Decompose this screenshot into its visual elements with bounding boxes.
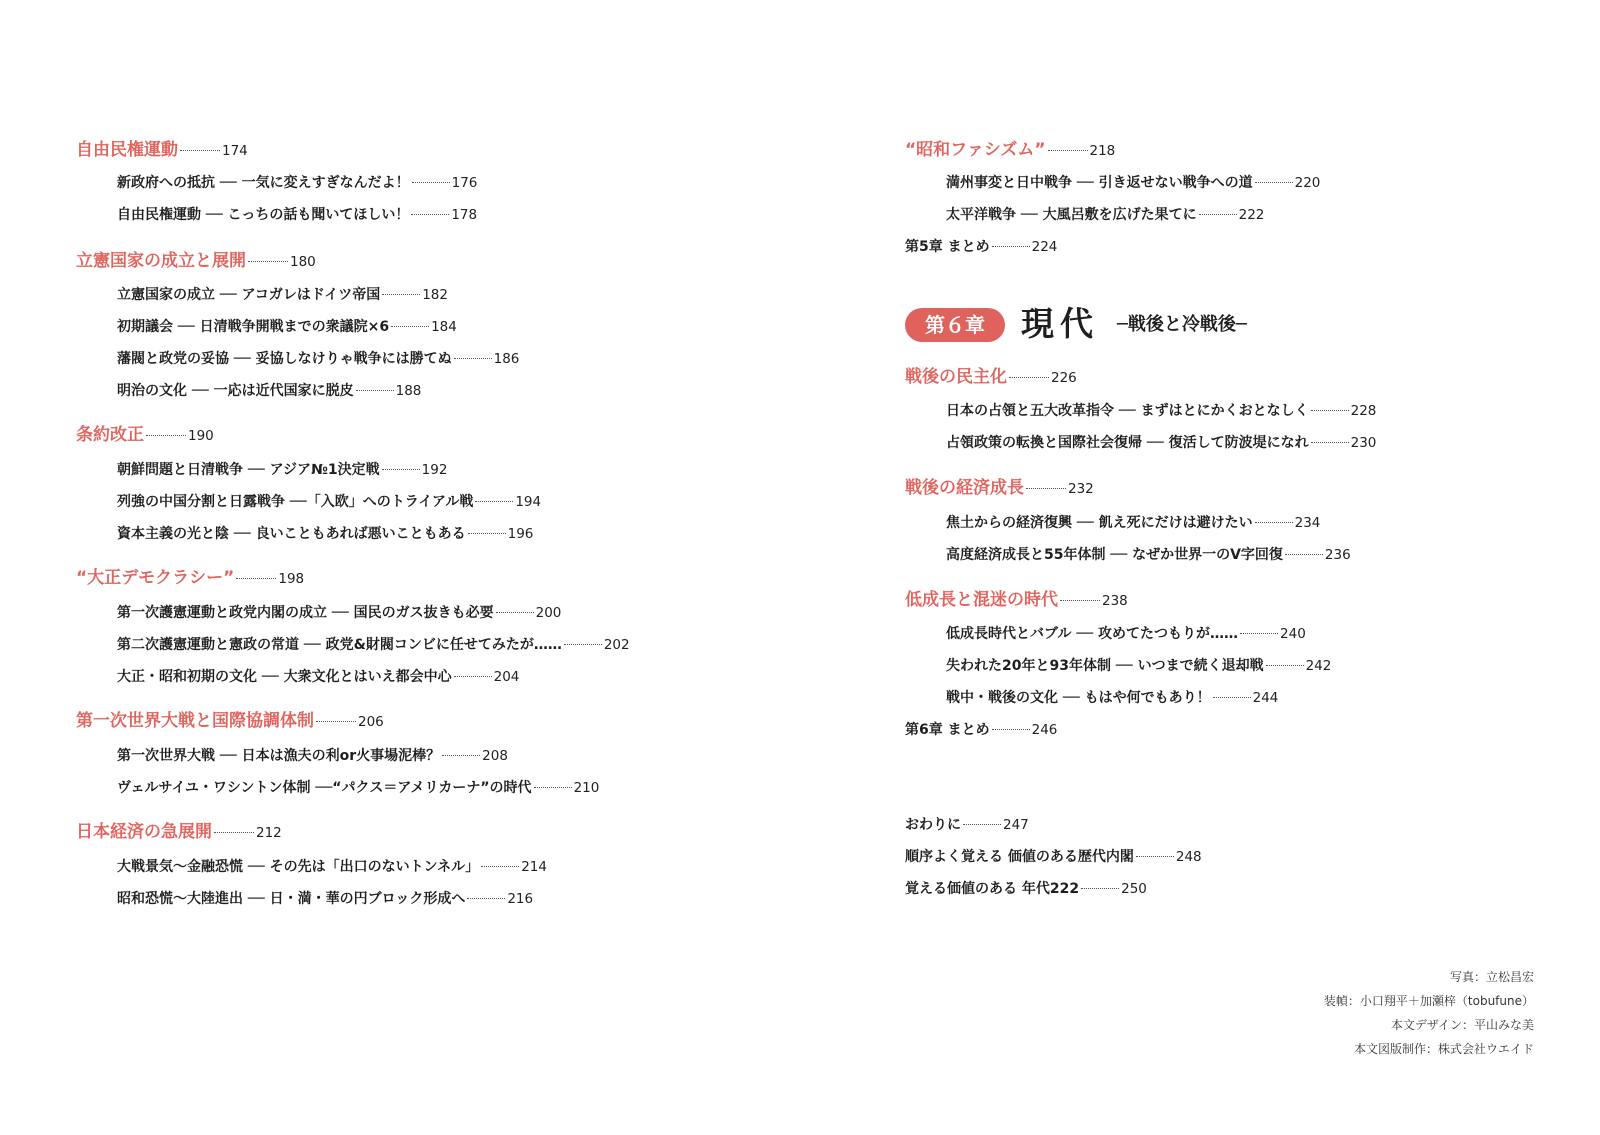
- page-number: 222: [1238, 207, 1265, 223]
- leader-dots: [534, 787, 572, 788]
- entry-title: 覚える価値のある 年代222: [905, 881, 1080, 897]
- toc-entry[interactable]: [117, 286, 448, 304]
- page-number: 224: [1031, 239, 1058, 255]
- entry-title: 昭和恐慌～大陸進出 ── 日・満・華の円ブロック形成へ: [117, 891, 466, 907]
- leader-dots: [180, 150, 220, 151]
- page-number: 200: [535, 605, 562, 621]
- toc-entry[interactable]: [117, 318, 457, 336]
- entry-title: 明治の文化 ── 一応は近代国家に脱皮: [117, 383, 354, 399]
- leader-dots: [356, 390, 394, 391]
- toc-entry[interactable]: [946, 206, 1264, 224]
- leader-dots: [316, 721, 356, 722]
- section-title: 自由民権運動: [76, 140, 178, 160]
- entry-title: 低成長時代とバブル ── 攻めてたつもりが……: [946, 626, 1239, 642]
- page-number: 194: [515, 494, 542, 510]
- page-number: 220: [1294, 175, 1321, 191]
- entry-title: 初期議会 ── 日清戦争開戦までの衆議院×6: [117, 319, 390, 335]
- page-number: 176: [451, 175, 478, 191]
- toc-entry[interactable]: [117, 493, 541, 511]
- toc-entry[interactable]: [117, 461, 447, 479]
- toc-entry[interactable]: [117, 525, 533, 543]
- toc-entry[interactable]: [946, 174, 1320, 192]
- entry-title: 焦土からの経済復興 ── 飢え死にだけは避けたい: [946, 515, 1253, 531]
- chapter-subtitle: ─戦後と冷戦後─: [1117, 314, 1247, 335]
- leader-dots: [454, 358, 492, 359]
- entry-title: 占領政策の転換と国際社会復帰 ── 復活して防波堤になれ: [946, 435, 1309, 451]
- leader-dots: [214, 832, 254, 833]
- section-title: 立憲国家の成立と展開: [76, 251, 246, 271]
- leader-dots: [1266, 665, 1304, 666]
- leader-dots: [1199, 214, 1237, 215]
- entry-title: 列強の中国分割と日露戦争 ──「入欧」へのトライアル戦: [117, 494, 474, 510]
- toc-entry[interactable]: [117, 206, 477, 224]
- toc-entry[interactable]: [946, 402, 1376, 420]
- section-title: 第一次世界大戦と国際協調体制: [76, 711, 314, 731]
- entry-title: おわりに: [905, 817, 961, 833]
- leader-dots: [1026, 488, 1066, 489]
- entry-title: 第5章 まとめ: [905, 239, 990, 255]
- leader-dots: [1136, 856, 1174, 857]
- leader-dots: [1311, 442, 1349, 443]
- leader-dots: [1081, 888, 1119, 889]
- toc-entry[interactable]: [117, 382, 421, 400]
- toc-section[interactable]: [76, 425, 214, 446]
- chapter6-summary[interactable]: [905, 721, 1057, 739]
- credit-line: 装幀：小口翔平＋加瀬梓（tobufune）: [1323, 994, 1534, 1008]
- toc-section[interactable]: [76, 711, 384, 732]
- page-number: 232: [1068, 481, 1094, 497]
- section-title: “大正デモクラシー”: [76, 568, 235, 588]
- page-number: 250: [1121, 881, 1147, 897]
- credit-line: 本文図版制作：株式会社ウエイド: [1353, 1042, 1534, 1056]
- page-number: 186: [493, 351, 520, 367]
- toc-section[interactable]: [76, 251, 316, 272]
- page-number: 174: [222, 143, 248, 159]
- toc-entry[interactable]: [117, 747, 508, 765]
- entry-title: 大戦景気～金融恐慌 ── その先は「出口のないトンネル」: [117, 859, 480, 875]
- leader-dots: [248, 261, 288, 262]
- leader-dots: [992, 729, 1030, 730]
- page-number: 236: [1324, 547, 1351, 563]
- entry-title: 順序よく覚える 価値のある歴代内閣: [905, 849, 1134, 865]
- page-number: 216: [507, 891, 534, 907]
- page-number: 234: [1294, 515, 1321, 531]
- page-number: 188: [395, 383, 422, 399]
- page-number: 182: [422, 287, 448, 303]
- credits-block: [1324, 965, 1534, 1061]
- entry-title: 戦中・戦後の文化 ── もはや何でもあり！: [946, 690, 1211, 706]
- toc-entry[interactable]: [946, 434, 1376, 452]
- entry-title: 大正・昭和初期の文化 ── 大衆文化とはいえ都会中心: [117, 669, 452, 685]
- entry-title: 第一次護憲運動と政党内閣の成立 ── 国民のガス抜きも必要: [117, 605, 494, 621]
- toc-entry[interactable]: [117, 174, 477, 192]
- page-number: 210: [573, 780, 600, 796]
- entry-title: 第6章 まとめ: [905, 722, 990, 738]
- section-title: 日本経済の急展開: [76, 822, 212, 842]
- entry-title: 第一次世界大戦 ── 日本は漁夫の利or火事場泥棒？: [117, 748, 441, 764]
- leader-dots: [442, 755, 480, 756]
- leader-dots: [391, 326, 429, 327]
- leader-dots: [146, 435, 186, 436]
- leader-dots: [1060, 600, 1100, 601]
- section-title: 戦後の民主化: [905, 367, 1007, 387]
- section-title: 戦後の経済成長: [905, 478, 1024, 498]
- entry-title: 第二次護憲運動と憲政の常道 ── 政党&財閥コンビに任せてみたが……: [117, 637, 562, 653]
- toc-back-entry[interactable]: [905, 816, 1029, 834]
- toc-section[interactable]: [76, 140, 248, 161]
- leader-dots: [467, 898, 505, 899]
- chapter-title: 現代: [1021, 304, 1099, 343]
- chapter-badge: [905, 308, 1005, 342]
- toc-entry[interactable]: [117, 890, 533, 908]
- toc-entry[interactable]: [946, 546, 1351, 564]
- credit-line: 本文デザイン：平山みな美: [1390, 1018, 1534, 1032]
- toc-section[interactable]: [905, 478, 1094, 499]
- section-title: 条約改正: [76, 425, 144, 445]
- toc-back-entry[interactable]: [905, 848, 1202, 866]
- leader-dots: [1009, 377, 1049, 378]
- page-number: 240: [1280, 626, 1306, 642]
- page-number: 202: [603, 637, 630, 653]
- leader-dots: [1255, 182, 1293, 183]
- page-number: 196: [507, 526, 534, 542]
- leader-dots: [475, 501, 513, 502]
- entry-title: 満州事変と日中戦争 ── 引き返せない戦争への道: [946, 175, 1253, 191]
- toc-entry[interactable]: [946, 625, 1306, 643]
- page-number: 206: [358, 714, 384, 730]
- chapter-number: 第６章: [925, 313, 985, 337]
- entry-title: 太平洋戦争 ── 大風呂敷を広げた果てに: [946, 207, 1197, 223]
- toc-section[interactable]: [905, 590, 1128, 611]
- toc-back-entry[interactable]: [905, 880, 1147, 898]
- toc-entry[interactable]: [117, 350, 519, 368]
- page-number: 242: [1305, 658, 1332, 674]
- toc-section[interactable]: [76, 822, 282, 843]
- page-number: 178: [451, 207, 478, 223]
- leader-dots: [382, 469, 420, 470]
- leader-dots: [411, 214, 449, 215]
- entry-title: 高度経済成長と55年体制 ── なぜか世界一のV字回復: [946, 547, 1283, 563]
- section-title: 低成長と混迷の時代: [905, 590, 1058, 610]
- page-number: 180: [290, 254, 316, 270]
- page-number: 246: [1031, 722, 1058, 738]
- leader-dots: [1213, 697, 1251, 698]
- toc-entry[interactable]: [946, 689, 1278, 707]
- entry-title: 朝鮮問題と日清戦争 ── アジア№1決定戦: [117, 462, 380, 478]
- toc-entry[interactable]: [117, 604, 561, 622]
- entry-title: 藩閥と政党の妥協 ── 妥協しなけりゃ戦争には勝てぬ: [117, 351, 452, 367]
- leader-dots: [382, 294, 420, 295]
- section-title: “昭和ファシズム”: [905, 140, 1046, 160]
- entry-title: 自由民権運動 ── こっちの話も聞いてほしい！: [117, 207, 410, 223]
- toc-entry[interactable]: [117, 636, 630, 654]
- page-number: 244: [1252, 690, 1279, 706]
- toc-entry[interactable]: [946, 514, 1320, 532]
- page-number: 247: [1003, 817, 1029, 833]
- leader-dots: [481, 866, 519, 867]
- page-number: 238: [1102, 593, 1128, 609]
- toc-entry[interactable]: [946, 657, 1331, 675]
- leader-dots: [412, 182, 450, 183]
- toc-entry[interactable]: [117, 668, 519, 686]
- page-number: 248: [1175, 849, 1202, 865]
- toc-entry[interactable]: [117, 779, 599, 797]
- leader-dots: [1311, 410, 1349, 411]
- toc-section[interactable]: [76, 568, 304, 589]
- page-number: 212: [256, 825, 282, 841]
- page-number: 204: [493, 669, 520, 685]
- toc-section[interactable]: [905, 367, 1077, 388]
- entry-title: 立憲国家の成立 ── アコガレはドイツ帝国: [117, 287, 381, 303]
- page-number: 218: [1089, 143, 1116, 159]
- toc-section[interactable]: [905, 140, 1115, 161]
- leader-dots: [236, 578, 276, 579]
- leader-dots: [1240, 633, 1278, 634]
- leader-dots: [1285, 554, 1323, 555]
- entry-title: ヴェルサイユ・ワシントン体制 ──“パクス＝アメリカーナ”の時代: [117, 780, 532, 796]
- page-number: 208: [482, 748, 508, 764]
- leader-dots: [992, 246, 1030, 247]
- page-number: 226: [1051, 370, 1077, 386]
- entry-title: 失われた20年と93年体制 ── いつまで続く退却戦: [946, 658, 1264, 674]
- entry-title: 新政府への抵抗 ── 一気に変えすぎなんだよ！: [117, 175, 410, 191]
- leader-dots: [496, 612, 534, 613]
- leader-dots: [468, 533, 506, 534]
- page-number: 228: [1350, 403, 1377, 419]
- entry-title: 資本主義の光と陰 ── 良いこともあれば悪いこともある: [117, 526, 466, 542]
- chapter5-summary[interactable]: [905, 238, 1057, 256]
- page-number: 198: [278, 571, 305, 587]
- leader-dots: [963, 824, 1001, 825]
- leader-dots: [454, 676, 492, 677]
- credit-line: 写真：立松昌宏: [1449, 970, 1534, 984]
- leader-dots: [564, 644, 602, 645]
- page-number: 230: [1350, 435, 1377, 451]
- leader-dots: [1255, 522, 1293, 523]
- page-number: 190: [188, 428, 214, 444]
- page-number: 184: [431, 319, 457, 335]
- toc-entry[interactable]: [117, 858, 547, 876]
- entry-title: 日本の占領と五大改革指令 ── まずはとにかくおとなしく: [946, 403, 1309, 419]
- leader-dots: [1048, 150, 1088, 151]
- page-number: 192: [421, 462, 448, 478]
- page-number: 214: [521, 859, 547, 875]
